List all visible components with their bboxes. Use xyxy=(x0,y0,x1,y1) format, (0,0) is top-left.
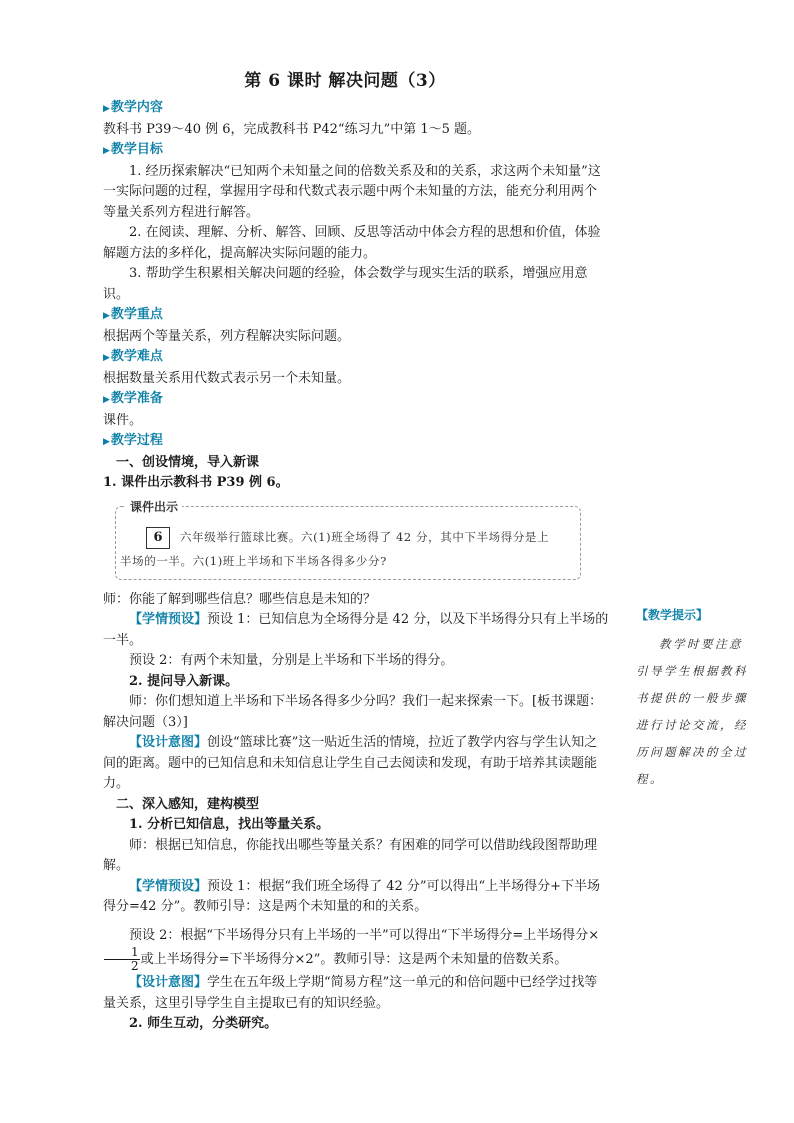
difficulty-text: 根据数量关系用代数式表示另一个未知量。 xyxy=(103,370,351,386)
part2-heading: 二、深入感知，建构模型 xyxy=(116,796,260,812)
fraction-one-half: $\frac{1}{2}$ xyxy=(104,946,140,973)
sidebar-text: 教学时要注意引导学生根据教科书提供的一般步骤进行讨论交流，经历问题解决的全过程。 xyxy=(636,637,748,786)
triangle-bullet-icon: ▶ xyxy=(103,353,110,363)
design-intent-1: 【设计意图】创设“篮球比赛”这一贴近生活的情境，拉近了教学内容与学生认知之间的距离。题中的已知信息和未知信息让学生自己去阅读和发现，有助于培养其读题能力。 xyxy=(103,735,598,791)
part2-step2: 2. 师生互动，分类研究。 xyxy=(129,1016,278,1031)
part1-heading: 一、创设情境，导入新课 xyxy=(116,454,260,470)
triangle-bullet-icon: ▶ xyxy=(103,437,110,447)
section-heading-process: ▶教学过程 xyxy=(103,433,163,448)
main-content xyxy=(103,98,609,1035)
triangle-bullet-icon: ▶ xyxy=(103,395,110,405)
design-tag: 【设计意图】 xyxy=(129,975,208,990)
triangle-bullet-icon: ▶ xyxy=(103,146,110,156)
design-tag: 【设计意图】 xyxy=(129,735,208,750)
example-text-line1: 六年级举行篮球比赛。六(1)班全场得了 42 分，其中下半场得分是上 xyxy=(180,529,550,544)
sidebar-heading: 【教学提示】 xyxy=(636,608,709,622)
goal-item: 2. 在阅读、理解、分析、解答、回顾、反思等活动中体会方程的思想和价值，体验解题方法的多样化，提高解决实际问题的能力。 xyxy=(103,225,601,261)
triangle-bullet-icon: ▶ xyxy=(103,311,110,321)
prediction-1: 【学情预设】预设 1：已知信息为全场得分是 42 分，以及下半场得分只有上半场的一半。 xyxy=(103,612,609,648)
part1-step2: 2. 提问导入新课。 xyxy=(129,673,239,689)
prediction-3: 【学情预设】预设 1：根据“我们班全场得了 42 分”可以得出“上半场得分+下半场得分=42 分”。教师引导：这是两个未知量的和的关系。 xyxy=(103,878,601,914)
content-text: 教科书 P39～40 例 6，完成教科书 P42“练习九”中第 1～5 题。 xyxy=(103,121,481,137)
teacher-question-2: 师：根据已知信息，你能找出哪些等量关系？有困难的同学可以借助线段图帮助理解。 xyxy=(103,837,598,873)
design-intent-2: 【设计意图】学生在五年级上学期“简易方程”这一单元的和倍问题中已经学过找等量关系，这里引导学生自主提取已有的知识经验。 xyxy=(103,975,598,1011)
section-heading-difficulty: ▶教学难点 xyxy=(103,349,163,364)
goal-item: 1. 经历探索解决“已知两个未知量之间的倍数关系及和的关系，求这两个未知量”这一实际问题的过程，掌握用字母和代数式表示题中两个未知量的方法，能充分利用两个等量关系列方程进行解答。 xyxy=(103,163,601,220)
box-label: 课件出示 xyxy=(126,497,182,518)
teacher-intro: 师：你们想知道上半场和下半场各得多少分吗？我们一起来探索一下。[板书课题：解决问题（3）] xyxy=(103,694,603,730)
triangle-bullet-icon: ▶ xyxy=(103,104,110,114)
teacher-question: 师：你能了解到哪些信息？哪些信息是未知的？ xyxy=(103,591,377,607)
example-text-line2: 半场的一半。六(1)班上半场和下半场各得多少分? xyxy=(120,553,387,568)
example-number: 6 xyxy=(146,527,170,549)
section-heading-content: ▶教学内容 xyxy=(103,100,163,115)
prediction-4: 预设 2：根据“下半场得分只有上半场的一半”可以得出“下半场得分=上半场得分× $\frac{1}{2}$ 或上半场得分=下半场得分×2”。教师引导：这是两个未知量的倍数关系。 xyxy=(103,926,609,974)
spacer xyxy=(103,918,609,926)
prediction-tag: 【学情预设】 xyxy=(129,878,208,894)
teaching-tip-sidebar xyxy=(636,606,754,793)
goal-item: 3. 帮助学生积累相关解决问题的经验，体会数学与现实生活的联系，增强应用意识。 xyxy=(103,266,588,302)
prediction-2: 预设 2：有两个未知量，分别是上半场和下半场的得分。 xyxy=(129,653,454,668)
section-heading-prep: ▶教学准备 xyxy=(103,391,163,406)
part1-step1: 1. 课件出示教科书 P39 例 6。 xyxy=(103,475,289,490)
key-text: 根据两个等量关系，列方程解决实际问题。 xyxy=(103,328,351,344)
part2-step1: 1. 分析已知信息，找出等量关系。 xyxy=(129,817,330,832)
section-heading-key: ▶教学重点 xyxy=(103,307,163,322)
page-title: 第 6 课时 解决问题（3） xyxy=(244,71,446,91)
example-box xyxy=(115,499,581,580)
section-heading-goals: ▶教学目标 xyxy=(103,142,163,157)
prep-text: 课件。 xyxy=(103,412,143,428)
prediction-tag: 【学情预设】 xyxy=(129,612,208,627)
